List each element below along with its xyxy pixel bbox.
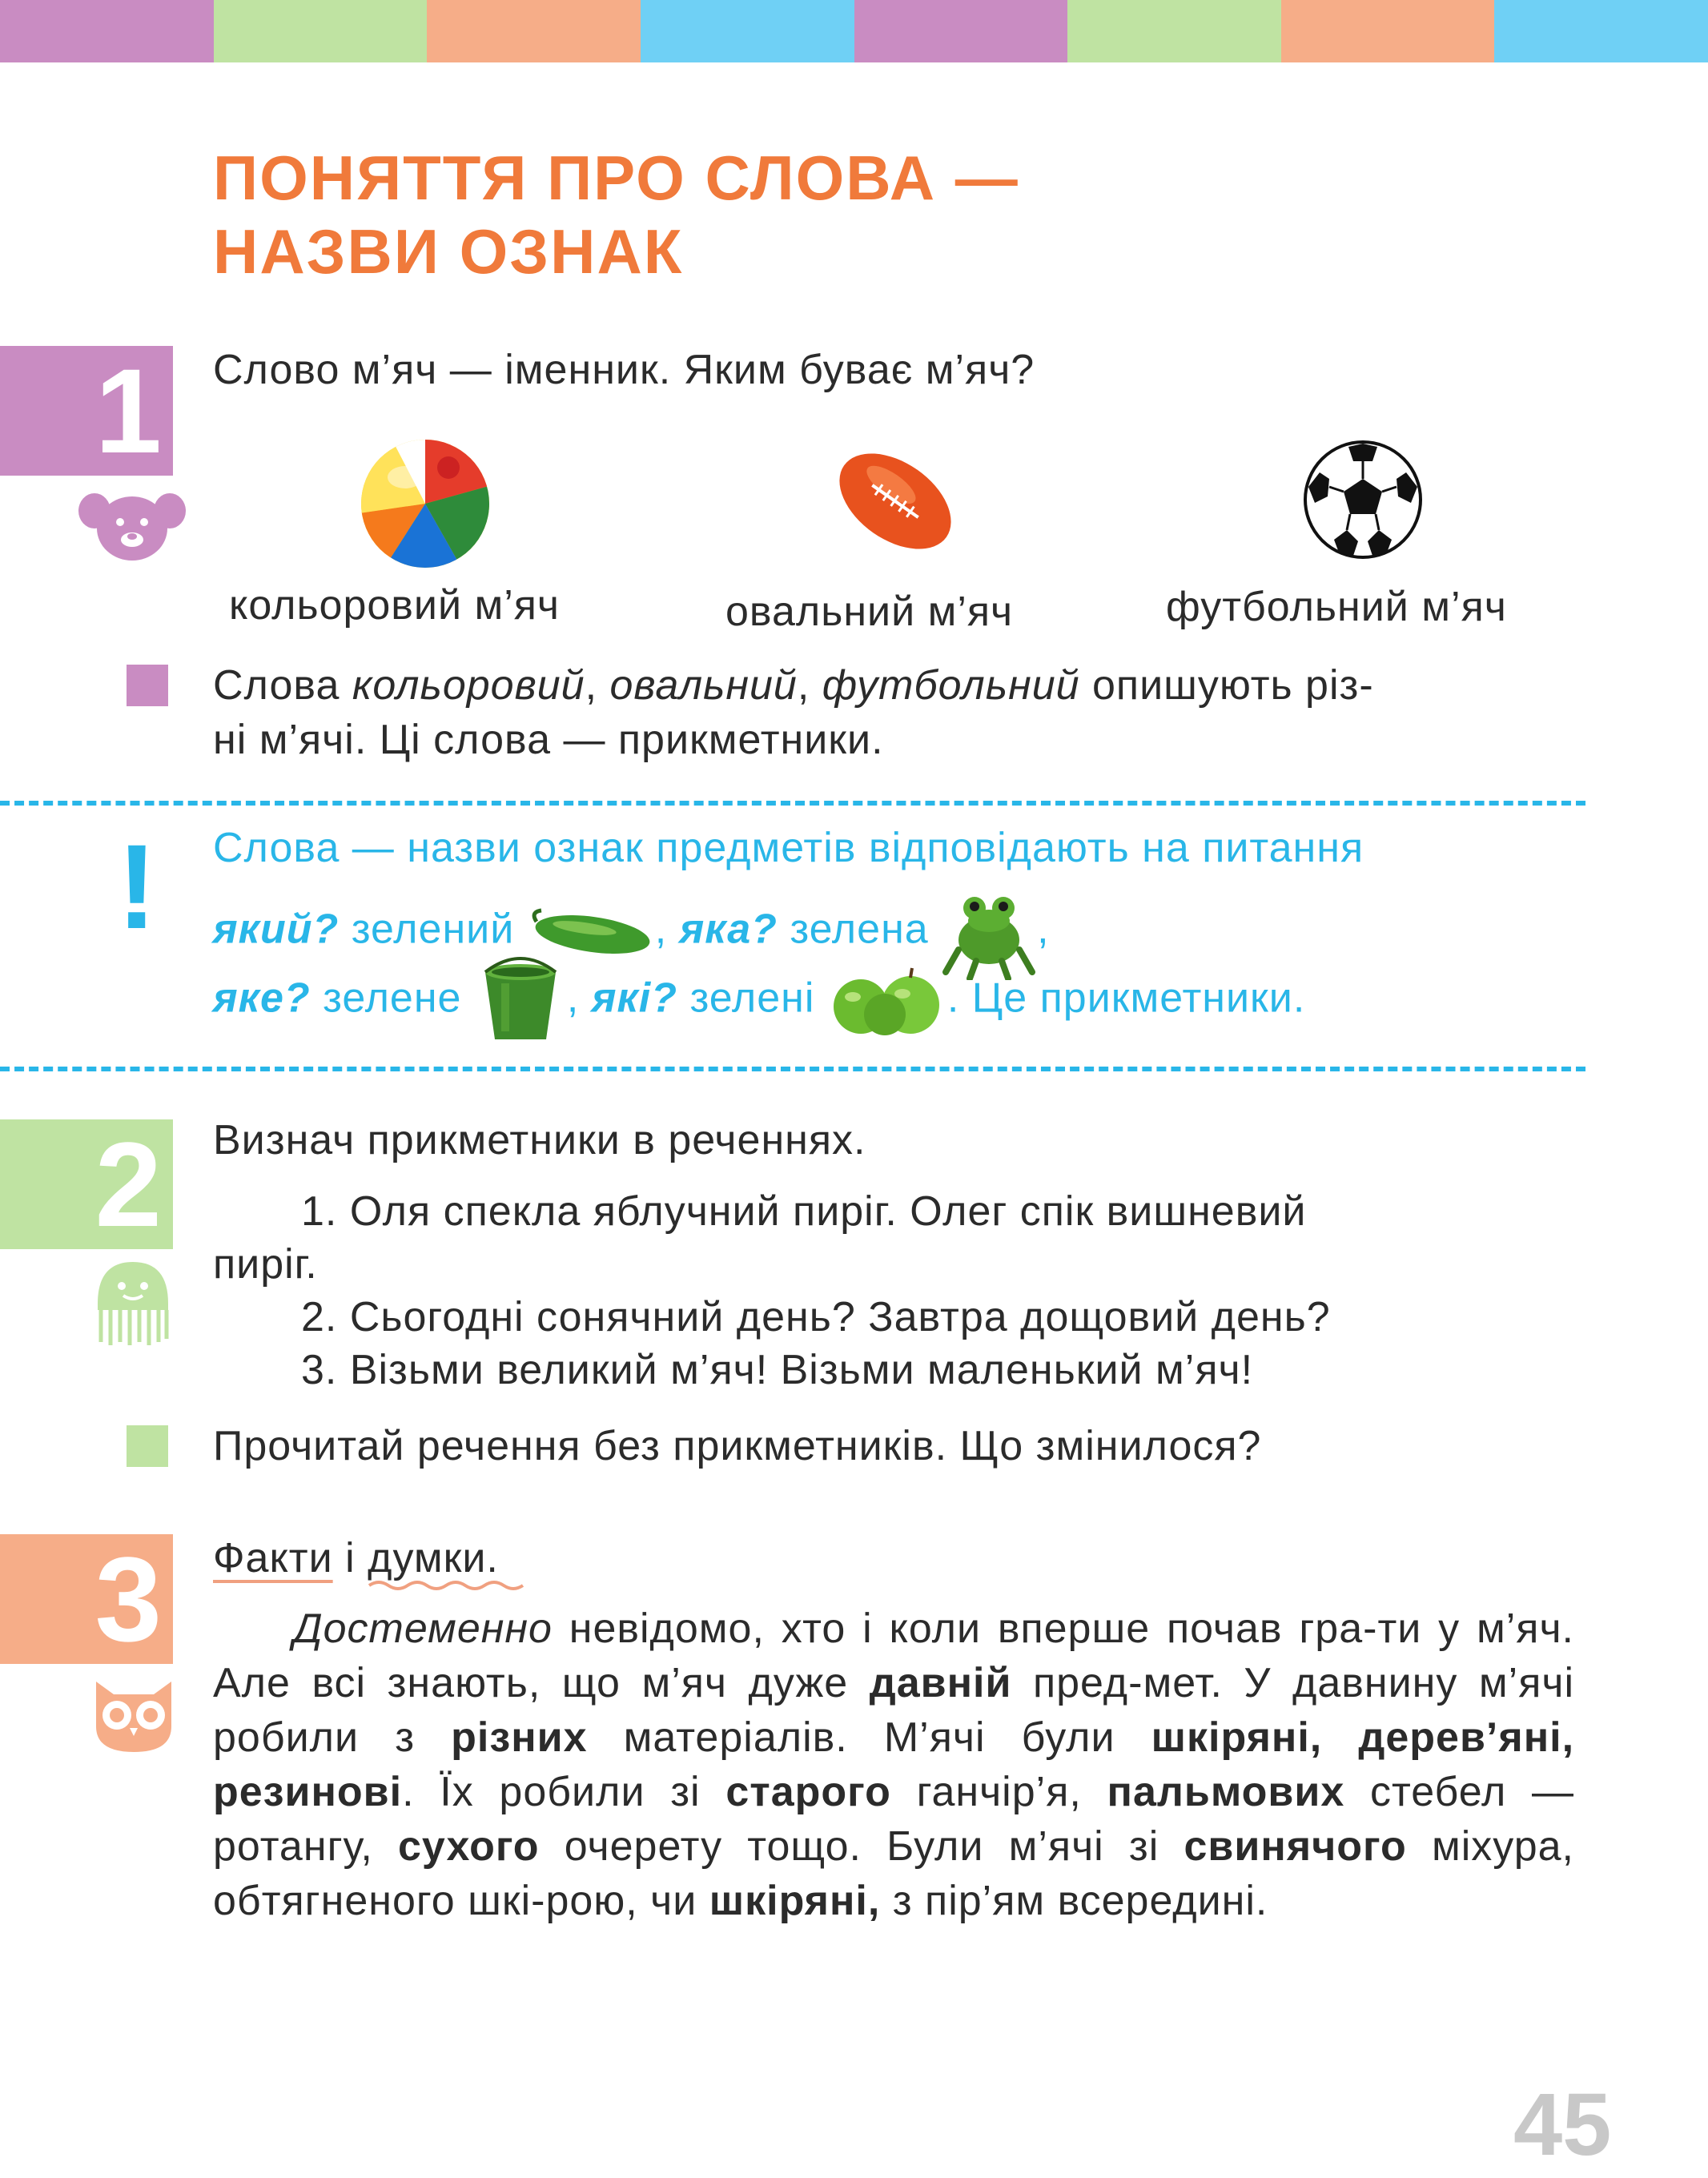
adjective: сухого [397,1823,540,1870]
heading-facts: Факти [213,1535,333,1581]
adjective: давній [869,1660,1012,1706]
title-line-1: ПОНЯТТЯ ПРО СЛОВА — [213,143,1019,213]
stripe [641,0,854,62]
note-word: овальний [609,662,798,709]
stripe [1281,0,1495,62]
task-1-number: 1 [0,346,173,476]
note-text: , [797,662,822,709]
list-item: 3. Візьми великий м’яч! Візьми маленький м’яч! [301,1347,1254,1393]
rule-separator: , [654,906,680,953]
list-item-continuation: пиріг. [213,1241,318,1288]
rule-bottom-divider [0,1067,1585,1071]
paragraph-text: міхура, обтягненого шкі-рою, чи [213,1823,1574,1924]
page-number: 45 [1513,2076,1612,2174]
heading-text: і [332,1535,368,1581]
adjective: старого [725,1769,891,1815]
rule-ending: . Це прикметники. [946,974,1306,1022]
task-3-number: 3 [0,1534,173,1664]
question-word: яке? [213,974,311,1022]
note-word: кольоровий [352,662,585,709]
stripe [1494,0,1708,62]
rule-word: зелений [339,906,527,953]
paragraph-text: невідомо, хто і коли вперше почав гра-ти у м’яч. Але всі знають, що м’яч дуже [213,1605,1574,1706]
rule-line-1: Слова — назви ознак предметів відповідають на питання [213,825,1364,871]
rule-top-divider [0,801,1585,806]
question-word: яка? [679,906,778,953]
rule-line-3 [213,956,1305,1046]
stripe [427,0,641,62]
adjective: пальмових [1107,1769,1345,1815]
note-text: , [585,662,610,709]
bullet-square [127,665,168,706]
top-color-stripes [0,0,1708,62]
rule-word: зелене [310,974,474,1022]
bucket-icon [474,956,567,1046]
paragraph-text: матеріалів. М’ячі були [587,1714,1151,1761]
task-2-number: 2 [0,1119,173,1249]
task-1-question: Слово м’яч — іменник. Яким буває м’яч? [213,347,1035,393]
bullet-square [127,1425,168,1467]
jellyfish-icon [94,1259,171,1347]
wavy-underline [368,1577,528,1593]
adjective: шкіряні, [709,1878,881,1924]
stripe [0,0,214,62]
dog-face-icon [78,487,186,562]
title-line-2: НАЗВИ ОЗНАК [213,216,684,287]
note-word: футбольний [822,662,1080,709]
paragraph-text: . Їх робили зі [402,1769,726,1815]
paragraph-text: очерету тощо. Були м’ячі зі [539,1823,1184,1870]
owl-icon [90,1678,178,1755]
list-item: 2. Сьогодні сонячний день? Завтра дощовий день? [301,1294,1331,1340]
stripe [214,0,428,62]
adjective: різних [451,1714,588,1761]
stripe [854,0,1068,62]
paragraph-text: з пір’ям всередині. [880,1878,1268,1924]
adjective: шкіряні, дерев’яні, резинові [213,1714,1575,1815]
page-title [213,141,1019,288]
caption-soccer-ball: футбольний м’яч [1166,584,1507,630]
paragraph-italic: Достеменно [293,1605,553,1652]
heading-thoughts-word: думки [368,1535,487,1581]
rule-word: зелені [677,974,827,1022]
task-2-instruction: Визнач прикметники в реченнях. [213,1117,866,1163]
caption-colored-ball: кольоровий м’яч [229,582,561,629]
paragraph-text: стебел — ротангу, [213,1769,1575,1870]
cucumber-icon [527,904,655,960]
soccer-ball-icon [1302,439,1424,561]
heading-thoughts [368,1531,486,1585]
note-text: Слова [213,662,352,709]
list-item: 1. Оля спекла яблучний пиріг. Олег спік вишневий [301,1188,1307,1235]
rule-word: зелена [777,906,942,953]
rugby-ball-icon [831,445,959,557]
caption-oval-ball: овальний м’яч [725,589,1014,635]
exclamation-icon: ! [117,819,157,954]
task-2-sentences [213,1185,1574,1396]
note-line-2: ні м’ячі. Ці слова — прикметники. [213,717,884,763]
heading-text: . [486,1535,499,1581]
task-3-paragraph [213,1601,1574,1928]
task-2-followup: Прочитай речення без прикметників. Що змінилося? [213,1423,1262,1469]
question-word: який? [213,906,340,953]
paragraph-text: ганчір’я, [890,1769,1107,1815]
question-word: які? [591,974,678,1022]
task-1-note [213,658,1590,767]
rule-separator: , [1037,906,1050,953]
beach-ball-icon [359,437,492,570]
paragraph-text: пред-мет. У давнину м’ячі робили з [213,1660,1574,1761]
apples-icon [827,965,947,1037]
stripe [1067,0,1281,62]
note-text: опишують різ- [1079,662,1374,709]
adjective: свинячого [1184,1823,1407,1870]
task-3-heading [213,1531,499,1585]
rule-separator: , [566,974,592,1022]
